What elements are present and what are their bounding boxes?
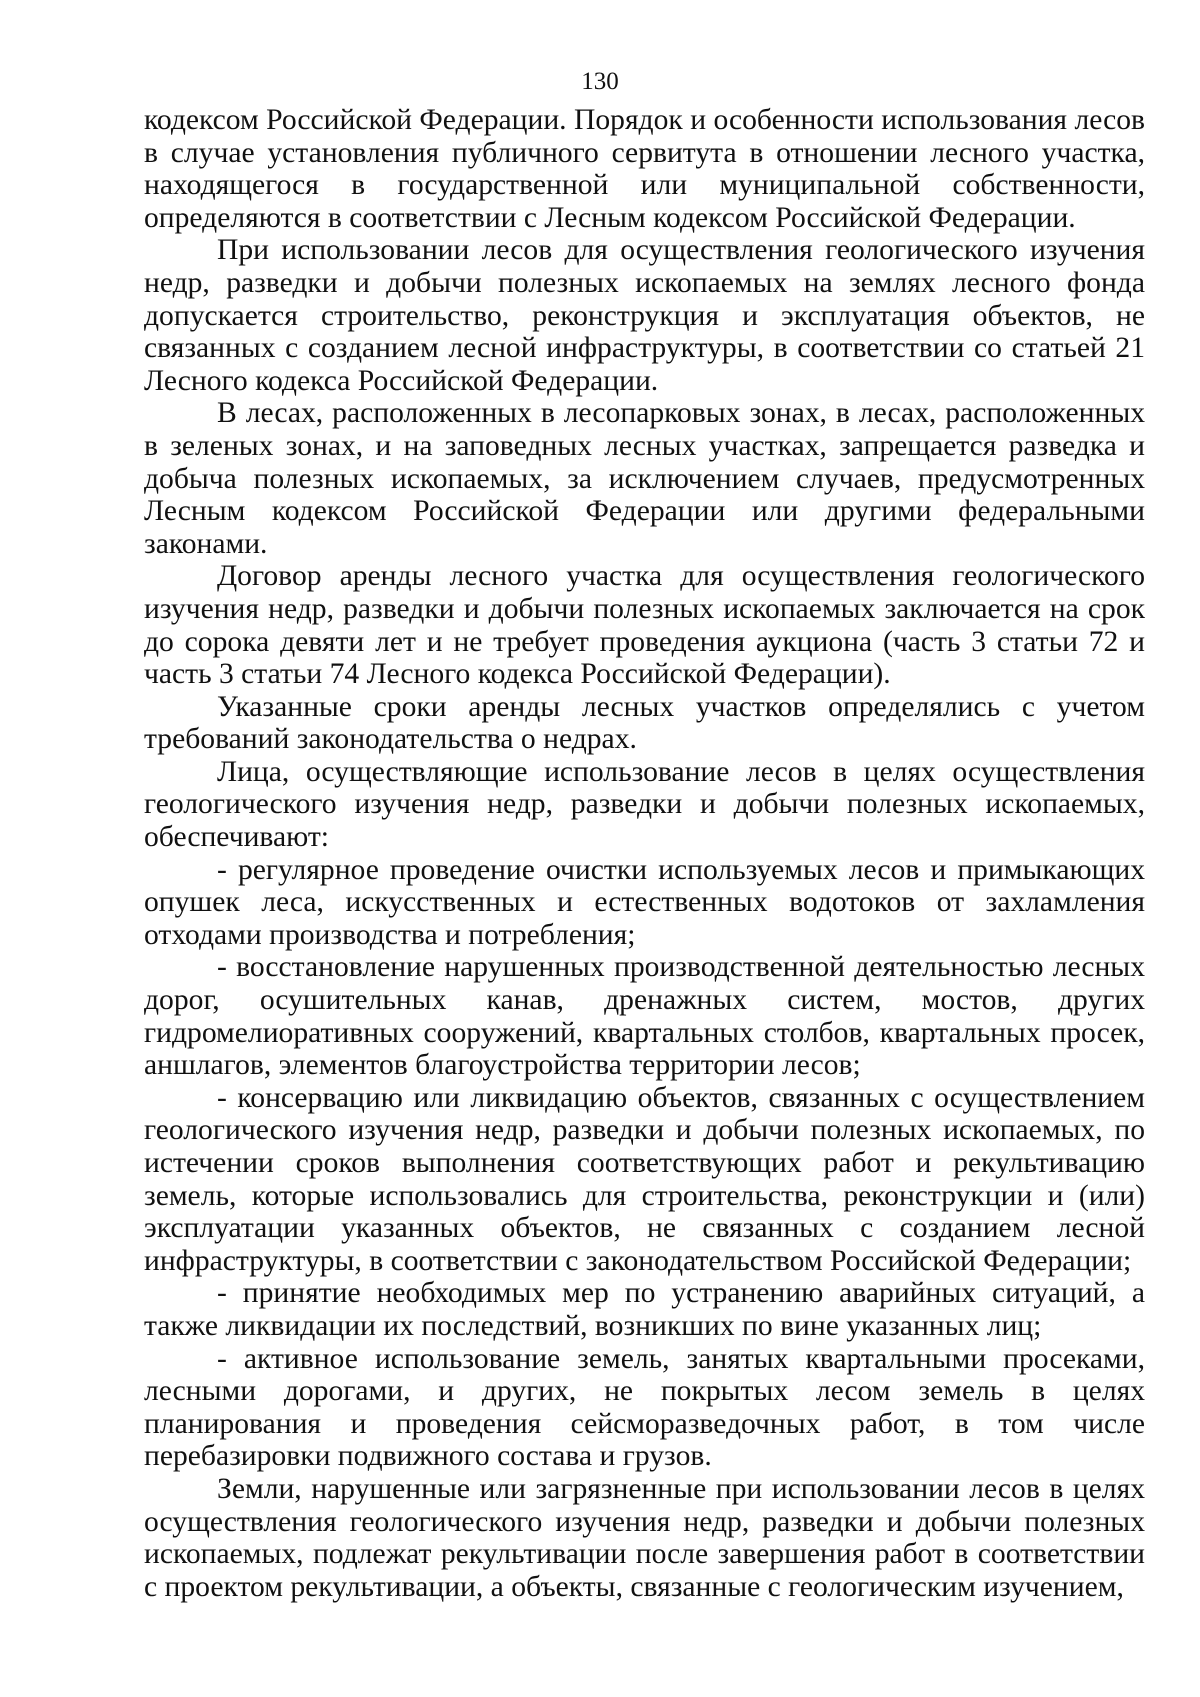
paragraph: Земли, нарушенные или загрязненные при использовании лесов в целях осуществления геологического изучения недр, разведки и добычи полезных ископаемых, подлежат рекультивации после завершения работ в соответствии с проектом рекультивации, а объекты, связанные с геологическим изучением, bbox=[144, 1472, 1145, 1603]
body-text bbox=[144, 104, 1145, 1603]
paragraph: В лесах, расположенных в лесопарковых зонах, в лесах, расположенных в зеленых зонах, и на заповедных лесных участках, запрещается разведка и добыча полезных ископаемых, за исключением случаев, предусмотренных Лесным кодексом Российской Федерации или другими федеральными законами. bbox=[144, 397, 1145, 560]
paragraph: При использовании лесов для осуществления геологического изучения недр, разведки и добычи полезных ископаемых на землях лесного фонда допускается строительство, реконструкция и эксплуатация объектов, не связанных с созданием лесной инфраструктуры, в соответствии со статьей 21 Лесного кодекса Российской Федерации. bbox=[144, 234, 1145, 397]
list-item: - принятие необходимых мер по устранению аварийных ситуаций, а также ликвидации их последствий, возникших по вине указанных лиц; bbox=[144, 1277, 1145, 1342]
list-item: - консервацию или ликвидацию объектов, связанных с осуществлением геологического изучения недр, разведки и добычи полезных ископаемых, по истечении сроков выполнения соответствующих работ и рекультивацию земель, которые использовались для строительства, реконструкции и (или) эксплуатации указанных объектов, не связанных с созданием лесной инфраструктуры, в соответствии с законодательством Российской Федерации; bbox=[144, 1081, 1145, 1277]
list-item: - регулярное проведение очистки используемых лесов и примыкающих опушек леса, искусственных и естественных водотоков от захламления отходами производства и потребления; bbox=[144, 853, 1145, 951]
paragraph: Лица, осуществляющие использование лесов в целях осуществления геологического изучения недр, разведки и добычи полезных ископаемых, обеспечивают: bbox=[144, 755, 1145, 854]
paragraph-continuation: кодексом Российской Федерации. Порядок и особенности использования лесов в случае установления публичного сервитута в отношении лесного участка, находящегося в государственной или муниципальной собственности, определяются в соответствии с Лесным кодексом Российской Федерации. bbox=[144, 104, 1145, 234]
paragraph: Договор аренды лесного участка для осуществления геологического изучения недр, разведки и добычи полезных ископаемых заключается на срок до сорока девяти лет и не требует проведения аукциона (часть 3 статьи 72 и часть 3 статьи 74 Лесного кодекса Российской Федерации). bbox=[144, 560, 1145, 691]
paragraph: Указанные сроки аренды лесных участков определялись с учетом требований законодательства о недрах. bbox=[144, 690, 1145, 756]
list-item: - активное использование земель, занятых квартальными просеками, лесными дорогами, и других, не покрытых лесом земель в целях планирования и проведения сейсморазведочных работ, в том числе перебазировки подвижного состава и грузов. bbox=[144, 1342, 1145, 1473]
page-number: 130 bbox=[581, 68, 619, 95]
list-item: - восстановление нарушенных производственной деятельностью лесных дорог, осушительных канав, дренажных систем, мостов, других гидромелиоративных сооружений, квартальных столбов, квартальных просек, аншлагов, элементов благоустройства территории лесов; bbox=[144, 951, 1145, 1082]
